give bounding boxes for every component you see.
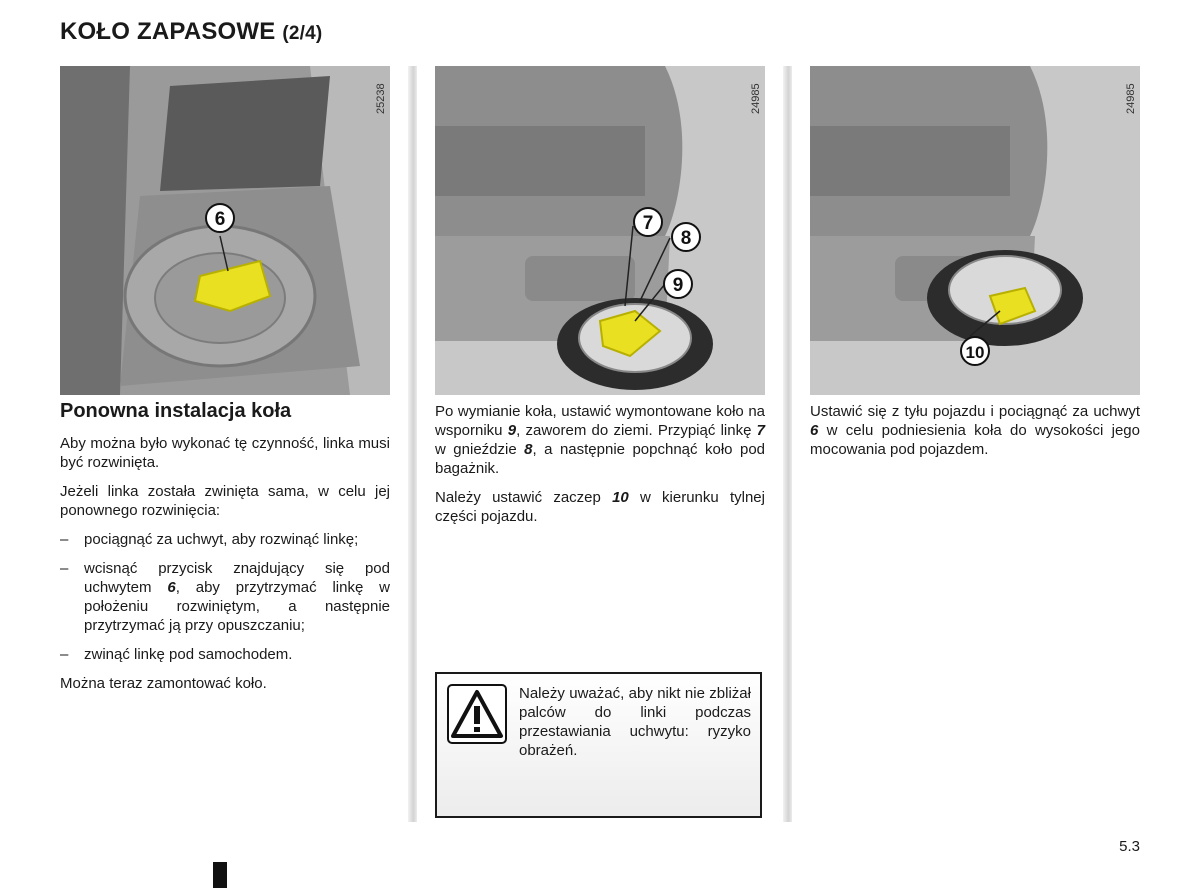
callout-9: 9 <box>672 275 684 296</box>
wheel-under-car-illustration <box>435 66 765 395</box>
text-run: Po wymianie koła, ustawić wymontowane koło na wsporniku <box>435 403 765 439</box>
warning-box <box>435 672 762 818</box>
list-item: – pociągnąć za uchwyt, aby rozwinąć linkę; <box>60 530 390 549</box>
paragraph <box>435 402 765 478</box>
column-3-text <box>810 402 1140 469</box>
paragraph <box>435 488 765 526</box>
thumb-index-mark <box>213 862 227 888</box>
wheel-lifted-illustration <box>810 66 1140 395</box>
column-2-text <box>435 402 765 536</box>
text-run: , aby przytrzymać linkę w położeniu rozwiniętym, a następnie przytrzymać ją przy opuszczaniu; <box>84 579 390 634</box>
column-1-text <box>60 434 390 703</box>
reference-number: 6 <box>167 579 176 596</box>
figure-wheel-lifted <box>810 66 1140 395</box>
text-run: Ustawić się z tyłu pojazdu i pociągnąć za uchwyt <box>810 403 1140 420</box>
figure-code: 25238 <box>375 83 387 114</box>
page-title-main: KOŁO ZAPASOWE <box>60 18 276 45</box>
reference-number: 8 <box>524 441 533 458</box>
column-divider <box>408 66 417 822</box>
callout-7: 7 <box>642 213 654 234</box>
page-number: 5.3 <box>1119 838 1140 855</box>
text-run: w celu podniesienia koła do wysokości jego mocowania pod pojazdem. <box>810 422 1140 458</box>
figure-trunk-floor <box>60 66 390 395</box>
text-run: w gnieździe <box>435 441 525 458</box>
instruction-list <box>60 530 390 664</box>
callout-10: 10 <box>965 343 985 362</box>
list-item: – zwinąć linkę pod samochodem. <box>60 645 390 664</box>
text-run: wcisnąć przycisk znajdujący się pod uchwytem <box>84 560 390 596</box>
text-run: Należy ustawić zaczep <box>435 489 613 506</box>
figure-wheel-under-car <box>435 66 765 395</box>
page-title-part: (2/4) <box>282 23 323 44</box>
callout-6: 6 <box>214 209 226 230</box>
text-run: , zaworem do ziemi. Przypiąć linkę <box>516 422 757 439</box>
paragraph <box>810 402 1140 459</box>
callout-8: 8 <box>680 228 692 249</box>
warning-text: Należy uważać, aby nikt nie zbliżał palców do linki podczas przestawiania uchwytu: ryzyko obrażeń. <box>519 685 751 759</box>
paragraph: Można teraz zamontować koło. <box>60 675 267 692</box>
trunk-floor-illustration <box>60 66 390 395</box>
page-title <box>60 18 322 46</box>
column-divider <box>783 66 792 822</box>
paragraph: Jeżeli linka została zwinięta sama, w celu jej ponownego rozwinięcia: <box>60 483 390 519</box>
section-heading: Ponowna instalacja koła <box>60 400 292 422</box>
text-run: w kierunku tylnej części pojazdu. <box>435 489 765 525</box>
paragraph: Aby można było wykonać tę czynność, linka musi być rozwinięta. <box>60 435 390 471</box>
reference-number: 7 <box>756 422 765 439</box>
figure-code: 24985 <box>1125 83 1137 114</box>
reference-number: 9 <box>507 422 517 439</box>
reference-number: 6 <box>810 422 819 439</box>
list-item <box>60 559 390 635</box>
reference-number: 10 <box>612 489 629 506</box>
figure-code: 24985 <box>750 83 762 114</box>
warning-triangle-icon <box>447 684 507 744</box>
text-run: , a następnie popchnąć koło pod bagażnik. <box>435 441 766 477</box>
